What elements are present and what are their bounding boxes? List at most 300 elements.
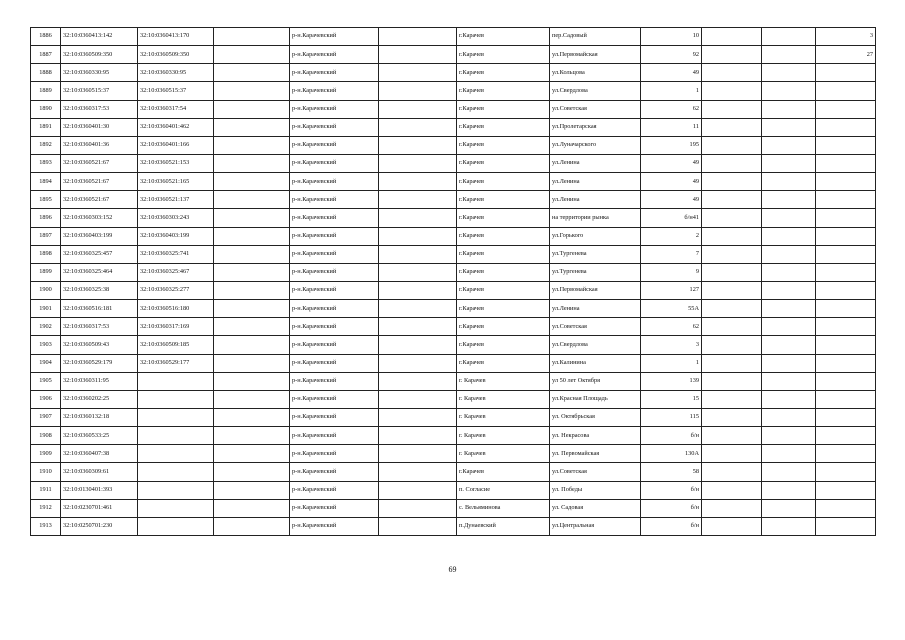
object-cadastral-number-cell: 32:10:0360401:462	[138, 118, 214, 136]
house-number-cell: 49	[641, 154, 702, 172]
object-cadastral-number-cell: 32:10:0360317:54	[138, 100, 214, 118]
count-cell	[816, 463, 876, 481]
extra-cell	[762, 263, 816, 281]
empty-cell	[214, 517, 290, 535]
extra-cell	[702, 263, 762, 281]
cadastral-number-cell: 32:10:0360317:53	[61, 100, 138, 118]
table-row	[31, 28, 876, 46]
district-cell: р-н.Карачевский	[290, 191, 379, 209]
settlement-cell: г.Карачев	[457, 263, 550, 281]
table-row	[31, 354, 876, 372]
extra-cell	[762, 281, 816, 299]
house-number-cell: 1	[641, 354, 702, 372]
street-cell: ул.Пролетарская	[550, 118, 641, 136]
count-cell	[816, 263, 876, 281]
district-cell: р-н.Карачевский	[290, 154, 379, 172]
district-cell: р-н.Карачевский	[290, 517, 379, 535]
table-row	[31, 209, 876, 227]
settlement-cell: г.Карачев	[457, 463, 550, 481]
cadastral-number-cell: 32:10:0360521:67	[61, 154, 138, 172]
empty-cell	[214, 28, 290, 46]
cadastral-number-cell: 32:10:0360529:179	[61, 354, 138, 372]
cadastral-number-cell: 32:10:0360317:53	[61, 318, 138, 336]
district-cell: р-н.Карачевский	[290, 336, 379, 354]
district-cell: р-н.Карачевский	[290, 100, 379, 118]
row-number-cell: 1911	[31, 481, 61, 499]
empty-cell	[379, 46, 457, 64]
extra-cell	[702, 209, 762, 227]
district-cell: р-н.Карачевский	[290, 445, 379, 463]
cadastral-number-cell: 32:10:0360509:43	[61, 336, 138, 354]
settlement-cell: г.Карачев	[457, 154, 550, 172]
row-number-cell: 1900	[31, 281, 61, 299]
house-number-cell: б/н	[641, 517, 702, 535]
extra-cell	[702, 136, 762, 154]
extra-cell	[702, 28, 762, 46]
empty-cell	[379, 408, 457, 426]
empty-cell	[379, 191, 457, 209]
empty-cell	[379, 100, 457, 118]
street-cell: ул.Ленина	[550, 173, 641, 191]
house-number-cell: 49	[641, 64, 702, 82]
cadastral-number-cell: 32:10:0360401:30	[61, 118, 138, 136]
extra-cell	[762, 517, 816, 535]
empty-cell	[214, 154, 290, 172]
street-cell: ул.Ленина	[550, 300, 641, 318]
count-cell	[816, 209, 876, 227]
extra-cell	[702, 245, 762, 263]
settlement-cell: г. Карачев	[457, 390, 550, 408]
empty-cell	[379, 82, 457, 100]
cadastral-number-cell: 32:10:0250701:230	[61, 517, 138, 535]
extra-cell	[762, 390, 816, 408]
count-cell	[816, 281, 876, 299]
row-number-cell: 1913	[31, 517, 61, 535]
cadastral-number-cell: 32:10:0130401:393	[61, 481, 138, 499]
count-cell	[816, 100, 876, 118]
empty-cell	[379, 336, 457, 354]
count-cell	[816, 227, 876, 245]
empty-cell	[379, 245, 457, 263]
cadastral-number-cell: 32:10:0360330:95	[61, 64, 138, 82]
row-number-cell: 1903	[31, 336, 61, 354]
object-cadastral-number-cell	[138, 499, 214, 517]
extra-cell	[762, 427, 816, 445]
empty-cell	[379, 517, 457, 535]
extra-cell	[702, 463, 762, 481]
empty-cell	[379, 263, 457, 281]
cadastral-number-cell: 32:10:0360403:199	[61, 227, 138, 245]
settlement-cell: г. Карачев	[457, 372, 550, 390]
street-cell: ул.Луначарского	[550, 136, 641, 154]
table-row	[31, 118, 876, 136]
table-row	[31, 318, 876, 336]
extra-cell	[762, 354, 816, 372]
empty-cell	[214, 427, 290, 445]
row-number-cell: 1895	[31, 191, 61, 209]
table-row	[31, 245, 876, 263]
object-cadastral-number-cell	[138, 481, 214, 499]
extra-cell	[762, 408, 816, 426]
extra-cell	[702, 408, 762, 426]
street-cell: ул. Октябрьская	[550, 408, 641, 426]
empty-cell	[379, 445, 457, 463]
count-cell	[816, 191, 876, 209]
cadastral-number-cell: 32:10:0360521:67	[61, 191, 138, 209]
cadastral-number-cell: 32:10:0360325:38	[61, 281, 138, 299]
row-number-cell: 1905	[31, 372, 61, 390]
house-number-cell: 127	[641, 281, 702, 299]
object-cadastral-number-cell: 32:10:0360509:185	[138, 336, 214, 354]
empty-cell	[214, 209, 290, 227]
cadastral-number-cell: 32:10:0360132:18	[61, 408, 138, 426]
empty-cell	[379, 372, 457, 390]
extra-cell	[702, 118, 762, 136]
count-cell	[816, 408, 876, 426]
cadastral-number-cell: 32:10:0360413:142	[61, 28, 138, 46]
row-number-cell: 1892	[31, 136, 61, 154]
row-number-cell: 1908	[31, 427, 61, 445]
extra-cell	[762, 445, 816, 463]
count-cell	[816, 481, 876, 499]
count-cell	[816, 318, 876, 336]
empty-cell	[214, 354, 290, 372]
count-cell	[816, 336, 876, 354]
extra-cell	[702, 372, 762, 390]
district-cell: р-н.Карачевский	[290, 427, 379, 445]
street-cell: ул. Садовая	[550, 499, 641, 517]
row-number-cell: 1904	[31, 354, 61, 372]
empty-cell	[379, 481, 457, 499]
empty-cell	[214, 191, 290, 209]
street-cell: пер.Садовый	[550, 28, 641, 46]
extra-cell	[702, 100, 762, 118]
district-cell: р-н.Карачевский	[290, 372, 379, 390]
house-number-cell: 55А	[641, 300, 702, 318]
cadastral-number-cell: 32:10:0360407:38	[61, 445, 138, 463]
district-cell: р-н.Карачевский	[290, 390, 379, 408]
cadastral-number-cell: 32:10:0230701:461	[61, 499, 138, 517]
extra-cell	[702, 154, 762, 172]
object-cadastral-number-cell: 32:10:0360529:177	[138, 354, 214, 372]
empty-cell	[214, 336, 290, 354]
empty-cell	[379, 427, 457, 445]
empty-cell	[214, 445, 290, 463]
empty-cell	[214, 300, 290, 318]
house-number-cell: 11	[641, 118, 702, 136]
table-row	[31, 227, 876, 245]
settlement-cell: г. Карачев	[457, 408, 550, 426]
count-cell	[816, 427, 876, 445]
table-row	[31, 191, 876, 209]
house-number-cell: 3	[641, 336, 702, 354]
table-row	[31, 336, 876, 354]
count-cell	[816, 445, 876, 463]
object-cadastral-number-cell	[138, 517, 214, 535]
district-cell: р-н.Карачевский	[290, 281, 379, 299]
district-cell: р-н.Карачевский	[290, 173, 379, 191]
empty-cell	[379, 28, 457, 46]
empty-cell	[214, 372, 290, 390]
house-number-cell: 7	[641, 245, 702, 263]
extra-cell	[762, 245, 816, 263]
house-number-cell: б/н	[641, 427, 702, 445]
district-cell: р-н.Карачевский	[290, 118, 379, 136]
extra-cell	[702, 318, 762, 336]
table-row	[31, 427, 876, 445]
street-cell: ул.Свердлова	[550, 82, 641, 100]
extra-cell	[762, 64, 816, 82]
table-row	[31, 445, 876, 463]
extra-cell	[702, 64, 762, 82]
empty-cell	[214, 136, 290, 154]
empty-cell	[214, 118, 290, 136]
object-cadastral-number-cell: 32:10:0360515:37	[138, 82, 214, 100]
street-cell: ул.Центральная	[550, 517, 641, 535]
row-number-cell: 1909	[31, 445, 61, 463]
count-cell	[816, 245, 876, 263]
row-number-cell: 1910	[31, 463, 61, 481]
object-cadastral-number-cell: 32:10:0360509:350	[138, 46, 214, 64]
street-cell: ул. Некрасова	[550, 427, 641, 445]
table-row	[31, 154, 876, 172]
table-row	[31, 82, 876, 100]
empty-cell	[214, 173, 290, 191]
empty-cell	[379, 300, 457, 318]
district-cell: р-н.Карачевский	[290, 245, 379, 263]
empty-cell	[214, 64, 290, 82]
house-number-cell: 139	[641, 372, 702, 390]
extra-cell	[702, 281, 762, 299]
house-number-cell: 2	[641, 227, 702, 245]
extra-cell	[702, 173, 762, 191]
street-cell: ул.Тургенева	[550, 245, 641, 263]
object-cadastral-number-cell	[138, 372, 214, 390]
house-number-cell: 62	[641, 100, 702, 118]
street-cell: ул.Калинина	[550, 354, 641, 372]
count-cell: 27	[816, 46, 876, 64]
settlement-cell: п. Согласие	[457, 481, 550, 499]
extra-cell	[762, 100, 816, 118]
house-number-cell: 15	[641, 390, 702, 408]
empty-cell	[379, 318, 457, 336]
extra-cell	[762, 336, 816, 354]
row-number-cell: 1912	[31, 499, 61, 517]
extra-cell	[762, 372, 816, 390]
house-number-cell: 195	[641, 136, 702, 154]
extra-cell	[762, 318, 816, 336]
count-cell	[816, 118, 876, 136]
empty-cell	[379, 499, 457, 517]
extra-cell	[702, 46, 762, 64]
table-row	[31, 481, 876, 499]
table-row	[31, 517, 876, 535]
settlement-cell: г.Карачев	[457, 118, 550, 136]
district-cell: р-н.Карачевский	[290, 354, 379, 372]
settlement-cell: г. Карачев	[457, 445, 550, 463]
count-cell	[816, 390, 876, 408]
row-number-cell: 1906	[31, 390, 61, 408]
row-number-cell: 1894	[31, 173, 61, 191]
table-row	[31, 64, 876, 82]
extra-cell	[762, 118, 816, 136]
row-number-cell: 1893	[31, 154, 61, 172]
cadastral-number-cell: 32:10:0360516:181	[61, 300, 138, 318]
cadastral-number-cell: 32:10:0360521:67	[61, 173, 138, 191]
empty-cell	[214, 499, 290, 517]
district-cell: р-н.Карачевский	[290, 300, 379, 318]
count-cell	[816, 300, 876, 318]
settlement-cell: г.Карачев	[457, 300, 550, 318]
settlement-cell: г.Карачев	[457, 46, 550, 64]
table-row	[31, 100, 876, 118]
object-cadastral-number-cell: 32:10:0360317:169	[138, 318, 214, 336]
street-cell: ул. Первомайская	[550, 445, 641, 463]
empty-cell	[214, 100, 290, 118]
cadastral-number-cell: 32:10:0360401:36	[61, 136, 138, 154]
street-cell: ул.Ленина	[550, 154, 641, 172]
settlement-cell: г.Карачев	[457, 245, 550, 263]
row-number-cell: 1902	[31, 318, 61, 336]
empty-cell	[214, 245, 290, 263]
table-row	[31, 263, 876, 281]
empty-cell	[214, 227, 290, 245]
street-cell: ул.Тургенева	[550, 263, 641, 281]
empty-cell	[214, 46, 290, 64]
street-cell: ул.Горького	[550, 227, 641, 245]
house-number-cell: б/н	[641, 481, 702, 499]
extra-cell	[702, 390, 762, 408]
settlement-cell: г.Карачев	[457, 28, 550, 46]
settlement-cell: г.Карачев	[457, 281, 550, 299]
house-number-cell: 10	[641, 28, 702, 46]
object-cadastral-number-cell: 32:10:0360403:199	[138, 227, 214, 245]
count-cell	[816, 517, 876, 535]
object-cadastral-number-cell: 32:10:0360325:277	[138, 281, 214, 299]
settlement-cell: г.Карачев	[457, 191, 550, 209]
table-row	[31, 408, 876, 426]
settlement-cell: г.Карачев	[457, 64, 550, 82]
district-cell: р-н.Карачевский	[290, 481, 379, 499]
cadastral-number-cell: 32:10:0360303:152	[61, 209, 138, 227]
house-number-cell: 62	[641, 318, 702, 336]
table-body	[31, 28, 876, 536]
row-number-cell: 1897	[31, 227, 61, 245]
extra-cell	[762, 136, 816, 154]
row-number-cell: 1890	[31, 100, 61, 118]
settlement-cell: г.Карачев	[457, 209, 550, 227]
house-number-cell: 115	[641, 408, 702, 426]
extra-cell	[762, 28, 816, 46]
settlement-cell: с. Вельяминова	[457, 499, 550, 517]
settlement-cell: г.Карачев	[457, 100, 550, 118]
object-cadastral-number-cell: 32:10:0360325:467	[138, 263, 214, 281]
empty-cell	[379, 136, 457, 154]
settlement-cell: г.Карачев	[457, 318, 550, 336]
house-number-cell: б/н	[641, 499, 702, 517]
row-number-cell: 1907	[31, 408, 61, 426]
street-cell: ул 50 лет Октября	[550, 372, 641, 390]
object-cadastral-number-cell	[138, 445, 214, 463]
extra-cell	[702, 445, 762, 463]
empty-cell	[379, 390, 457, 408]
table-row	[31, 136, 876, 154]
street-cell: ул.Первомайская	[550, 281, 641, 299]
empty-cell	[379, 118, 457, 136]
district-cell: р-н.Карачевский	[290, 227, 379, 245]
extra-cell	[762, 154, 816, 172]
district-cell: р-н.Карачевский	[290, 318, 379, 336]
object-cadastral-number-cell	[138, 463, 214, 481]
street-cell: ул.Свердлова	[550, 336, 641, 354]
empty-cell	[214, 390, 290, 408]
settlement-cell: г.Карачев	[457, 173, 550, 191]
cadastral-number-cell: 32:10:0360325:464	[61, 263, 138, 281]
object-cadastral-number-cell: 32:10:0360325:741	[138, 245, 214, 263]
extra-cell	[702, 499, 762, 517]
table-row	[31, 173, 876, 191]
row-number-cell: 1888	[31, 64, 61, 82]
settlement-cell: г.Карачев	[457, 136, 550, 154]
row-number-cell: 1889	[31, 82, 61, 100]
extra-cell	[762, 173, 816, 191]
settlement-cell: г.Карачев	[457, 354, 550, 372]
count-cell: 3	[816, 28, 876, 46]
street-cell: ул.Советская	[550, 463, 641, 481]
row-number-cell: 1887	[31, 46, 61, 64]
empty-cell	[214, 82, 290, 100]
extra-cell	[762, 209, 816, 227]
street-cell: на территории рынка	[550, 209, 641, 227]
cadastral-number-cell: 32:10:0360533:25	[61, 427, 138, 445]
table-row	[31, 390, 876, 408]
empty-cell	[214, 481, 290, 499]
count-cell	[816, 136, 876, 154]
count-cell	[816, 154, 876, 172]
extra-cell	[762, 191, 816, 209]
object-cadastral-number-cell: 32:10:0360401:166	[138, 136, 214, 154]
extra-cell	[702, 517, 762, 535]
extra-cell	[702, 191, 762, 209]
empty-cell	[214, 463, 290, 481]
district-cell: р-н.Карачевский	[290, 82, 379, 100]
table-row	[31, 46, 876, 64]
empty-cell	[379, 354, 457, 372]
extra-cell	[762, 300, 816, 318]
house-number-cell: 49	[641, 191, 702, 209]
object-cadastral-number-cell: 32:10:0360521:153	[138, 154, 214, 172]
settlement-cell: п.Дунаевский	[457, 517, 550, 535]
object-cadastral-number-cell: 32:10:0360521:137	[138, 191, 214, 209]
street-cell: ул.Первомайская	[550, 46, 641, 64]
extra-cell	[702, 354, 762, 372]
extra-cell	[762, 227, 816, 245]
house-number-cell: 9	[641, 263, 702, 281]
street-cell: ул.Советская	[550, 318, 641, 336]
extra-cell	[702, 227, 762, 245]
count-cell	[816, 64, 876, 82]
empty-cell	[379, 209, 457, 227]
district-cell: р-н.Карачевский	[290, 408, 379, 426]
empty-cell	[379, 64, 457, 82]
extra-cell	[762, 463, 816, 481]
object-cadastral-number-cell	[138, 408, 214, 426]
empty-cell	[214, 263, 290, 281]
settlement-cell: г.Карачев	[457, 336, 550, 354]
house-number-cell: 130А	[641, 445, 702, 463]
district-cell: р-н.Карачевский	[290, 209, 379, 227]
extra-cell	[702, 336, 762, 354]
